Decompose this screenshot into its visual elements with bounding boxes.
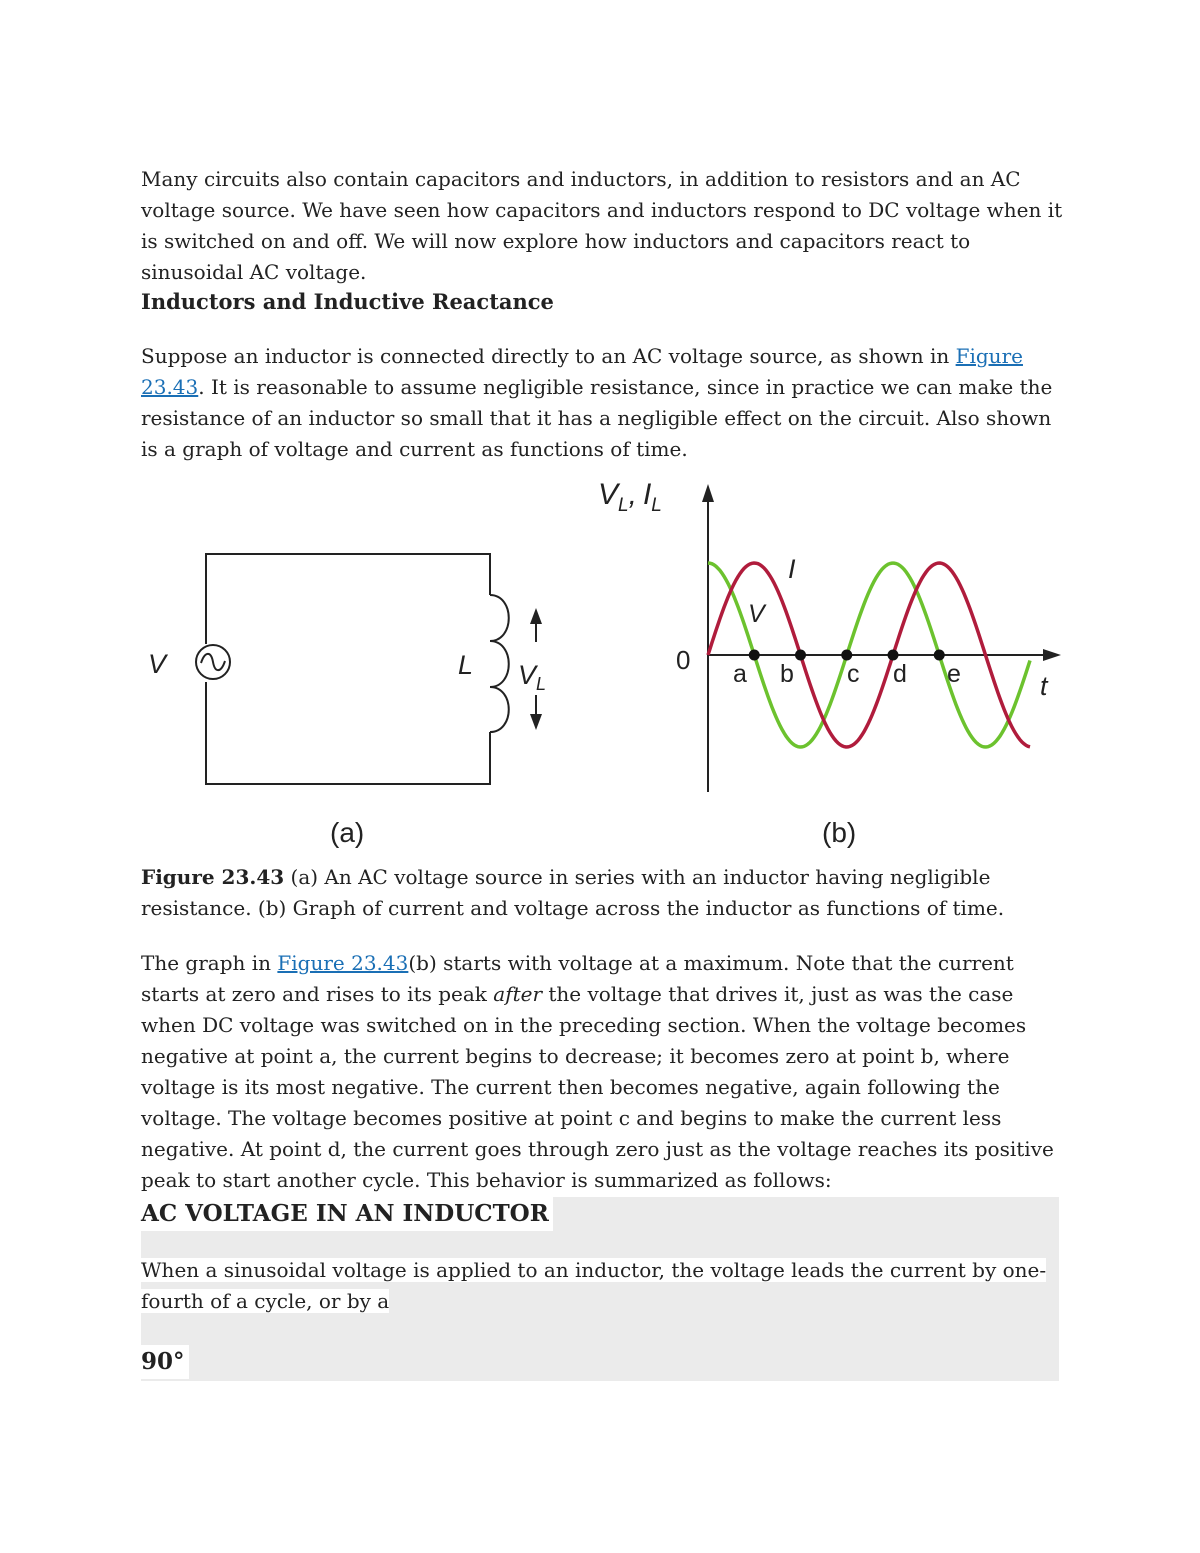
inductor-coil [490, 595, 509, 732]
panel-label-b: (b) [822, 817, 857, 848]
point-marker-d [888, 650, 899, 661]
voltage-curve-label: V [748, 600, 765, 628]
source-label: V [148, 649, 167, 679]
para2-text-after: . It is reasonable to assume negligible resistance, since in practice we can make the resistance of an inductor so small that it has a negligible effect on the circuit. Also shown is a graph of voltage and current as functions of time. [141, 375, 1053, 461]
caption-label: Figure 23.43 [141, 865, 285, 889]
phase-angle: 90° [141, 1345, 189, 1379]
para3-text-before: The graph in [141, 951, 278, 975]
circuit-wire [206, 554, 490, 784]
point-marker-e [934, 650, 945, 661]
point-label-d: d [893, 660, 907, 688]
paragraph-graph-description [141, 948, 1066, 1196]
circuit-voltage-label: $V_L$ [518, 660, 547, 694]
figure-link[interactable]: Figure 23.43 [277, 951, 409, 975]
origin-label: 0 [676, 645, 691, 675]
x-axis-arrow [1043, 649, 1061, 661]
point-label-e: e [947, 660, 961, 688]
paragraph-inductor [141, 341, 1066, 465]
para3-text-after: the voltage that drives it, just as was the case when DC voltage was switched on in the preceding section. When the voltage becomes negative at point a, the current begins to decrease; it becomes zero at point b, where voltage is its most negative. The current then becomes negative, again following the voltage. The voltage becomes positive at point c and begins to make the current less negative. At point d, the current goes through zero just as the voltage reaches its positive peak to start another cycle. This behavior is summarized as follows: [141, 982, 1054, 1192]
para2-text-before: Suppose an inductor is connected directly to an AC voltage source, as shown in [141, 344, 956, 368]
point-label-b: b [780, 660, 794, 688]
inductor-label: L [458, 650, 474, 680]
caption-text: (a) An AC voltage source in series with an inductor having negligible resistance. (b) Graph of current and voltage across the inductor as functions of time. [141, 865, 1005, 920]
section-heading: Inductors and Inductive Reactance [141, 289, 554, 314]
figure-link[interactable]: Figure 23.43 [141, 344, 1023, 399]
para3-text-mid: (b) starts with voltage at a maximum. Note that the current starts at zero and rises to its peak [141, 951, 1014, 1006]
figure-23-43 [130, 470, 1070, 860]
y-axis-arrow [702, 484, 714, 502]
para3-emphasis: after [493, 982, 543, 1006]
current-curve-label: I [788, 554, 796, 584]
point-marker-c [841, 650, 852, 661]
panel-label-a: (a) [330, 817, 365, 848]
point-marker-a [749, 650, 760, 661]
summary-box-sentence: When a sinusoidal voltage is applied to an inductor, the voltage leads the current by one-fourth of a cycle, or by a [141, 1258, 1047, 1313]
summary-box-title: AC VOLTAGE IN AN INDUCTOR [141, 1197, 553, 1231]
figure-caption [141, 862, 1066, 924]
x-axis-label: t [1040, 671, 1048, 701]
circuit-diagram [148, 554, 546, 848]
point-label-a: a [733, 660, 747, 688]
vi-graph [598, 478, 1061, 848]
point-marker-b [795, 650, 806, 661]
summary-box-text [141, 1255, 1051, 1317]
y-axis-label: $V_L$, $I_L$ [598, 478, 662, 516]
intro-paragraph: Many circuits also contain capacitors and inductors, in addition to resistors and an AC voltage source. We have seen how capacitors and inductors respond to DC voltage when it is switched on and off. We will now explore how inductors and capacitors react to sinusoidal AC voltage. [141, 167, 1063, 284]
point-label-c: c [847, 660, 860, 688]
